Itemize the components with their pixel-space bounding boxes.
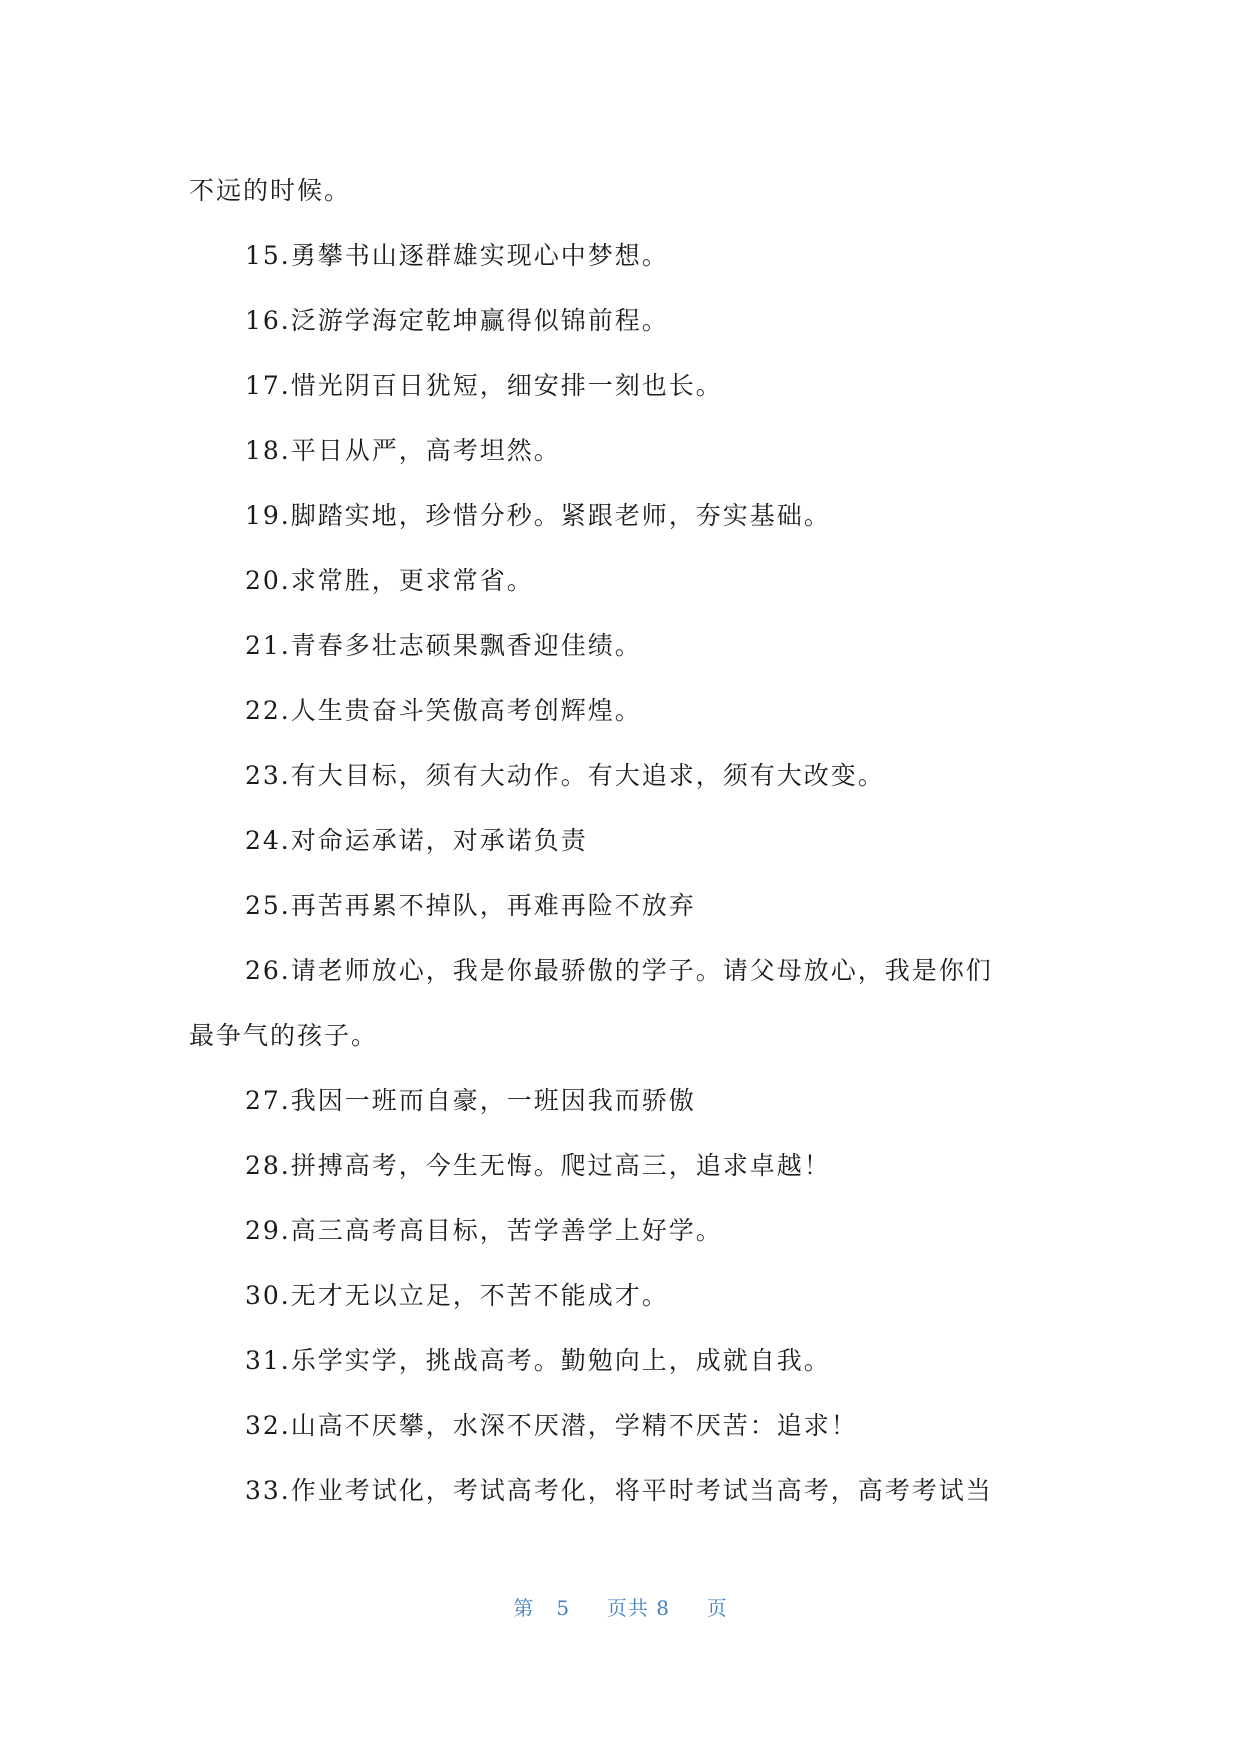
- text-line: 32.山高不厌攀，水深不厌潜，学精不厌苦：追求！: [245, 1411, 858, 1440]
- text-line: 最争气的孩子。: [189, 1021, 379, 1050]
- text-line: 23.有大目标，须有大动作。有大追求，须有大改变。: [245, 761, 885, 790]
- total-pages-number: 8: [656, 1596, 670, 1620]
- text-line: 不远的时候。: [189, 176, 352, 205]
- text-line: 18.平日从严，高考坦然。: [245, 436, 561, 465]
- text-line: 29.高三高考高目标，苦学善学上好学。: [245, 1216, 723, 1245]
- text-line: 31.乐学实学，挑战高考。勤勉向上，成就自我。: [245, 1346, 831, 1375]
- page-footer: [0, 1592, 1241, 1621]
- text-line: 20.求常胜，更求常省。: [245, 566, 534, 595]
- text-line: 24.对命运承诺，对承诺负责: [245, 826, 588, 855]
- footer-suffix: 页: [706, 1596, 728, 1620]
- text-line: 21.青春多壮志硕果飘香迎佳绩。: [245, 631, 642, 660]
- text-line: 16.泛游学海定乾坤赢得似锦前程。: [245, 306, 669, 335]
- document-body: [189, 158, 1059, 1523]
- text-line: 15.勇攀书山逐群雄实现心中梦想。: [245, 241, 669, 270]
- text-line: 22.人生贵奋斗笑傲高考创辉煌。: [245, 696, 642, 725]
- text-line: 19.脚踏实地，珍惜分秒。紧跟老师，夯实基础。: [245, 501, 831, 530]
- current-page-number: 5: [556, 1596, 571, 1620]
- footer-middle: 页共: [606, 1596, 649, 1620]
- text-line: 17.惜光阴百日犹短，细安排一刻也长。: [245, 371, 723, 400]
- text-line: 25.再苦再累不掉队，再难再险不放弃: [245, 891, 696, 920]
- text-line: 33.作业考试化，考试高考化，将平时考试当高考，高考考试当: [245, 1476, 993, 1505]
- text-line: 26.请老师放心，我是你最骄傲的学子。请父母放心，我是你们: [245, 956, 993, 985]
- text-line: 30.无才无以立足，不苦不能成才。: [245, 1281, 669, 1310]
- text-line: 27.我因一班而自豪，一班因我而骄傲: [245, 1086, 696, 1115]
- text-line: 28.拼搏高考，今生无悔。爬过高三，追求卓越！: [245, 1151, 831, 1180]
- footer-prefix: 第: [513, 1596, 535, 1620]
